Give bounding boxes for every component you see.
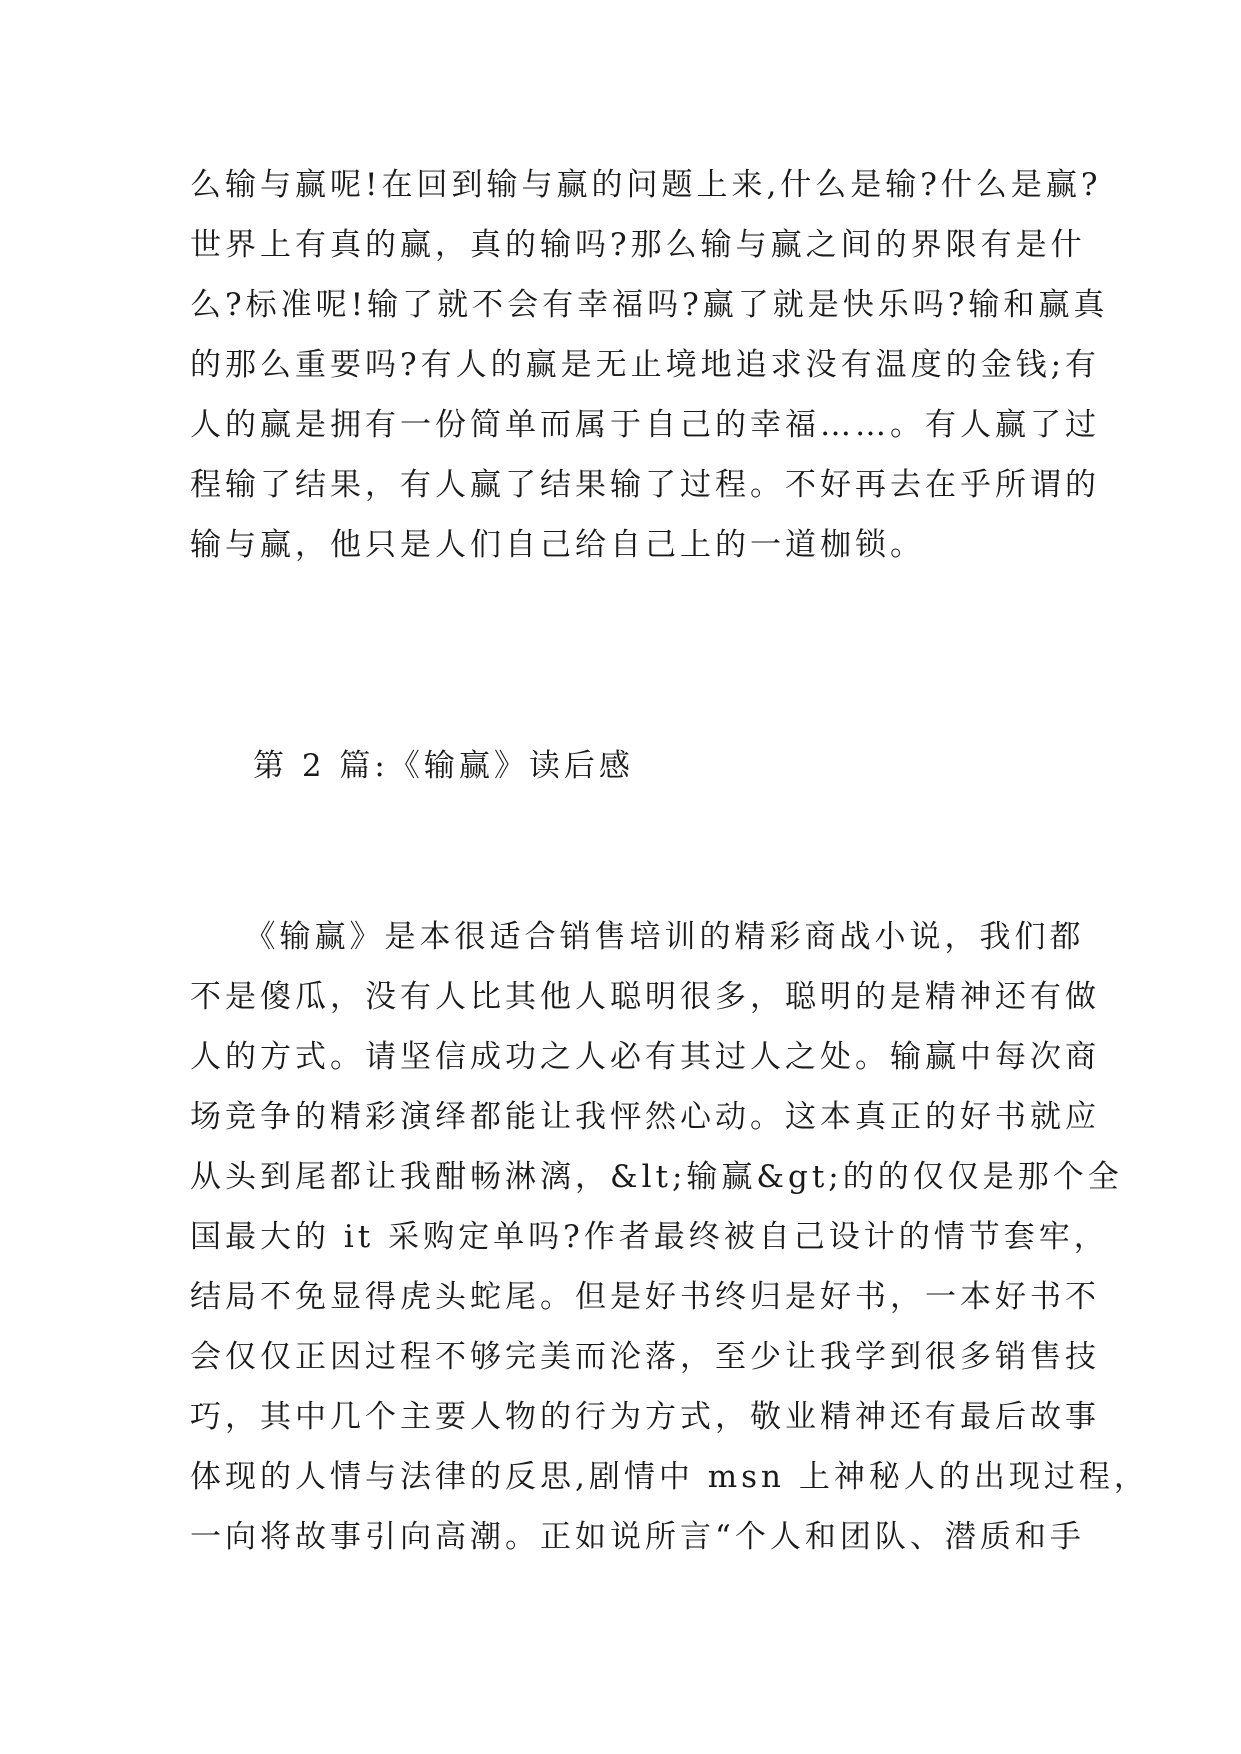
text-line: 么?标准呢!输了就不会有幸福吗?赢了就是快乐吗?输和赢真 — [190, 287, 1109, 323]
text-line: 不是傻瓜，没有人比其他人聪明很多，聪明的是精神还有做 — [190, 979, 1100, 1015]
text-line: 会仅仅正因过程不够完美而沦落，至少让我学到很多销售技 — [190, 1339, 1100, 1375]
text-line: 程输了结果，有人赢了结果输了过程。不好再去在乎所谓的 — [190, 467, 1100, 503]
text-line: 一向将故事引向高潮。正如说所言“个人和团队、潜质和手 — [190, 1519, 1085, 1555]
text-line: 世界上有真的赢，真的输吗?那么输与赢之间的界限有是什 — [190, 227, 1086, 263]
paragraph-2 — [190, 907, 1149, 1567]
text-line: 巧，其中几个主要人物的行为方式，敬业精神还有最后故事 — [190, 1399, 1100, 1435]
text-line: 场竞争的精彩演绎都能让我怦然心动。这本真正的好书就应 — [190, 1099, 1100, 1135]
text-line: 么输与赢呢!在回到输与赢的问题上来,什么是输?什么是赢? — [190, 167, 1102, 203]
text-line: 国最大的 it 采购定单吗?作者最终被自己设计的情节套牢， — [190, 1219, 1109, 1255]
text-line: 输与赢，他只是人们自己给自己上的一道枷锁。 — [190, 527, 925, 563]
text-line: 从头到尾都让我酣畅淋漓，&lt;输赢&gt;的的仅仅是那个全 — [190, 1159, 1123, 1195]
text-line: 结局不免显得虎头蛇尾。但是好书终归是好书，一本好书不 — [190, 1279, 1100, 1315]
section-heading: 第 2 篇:《输赢》读后感 — [253, 748, 634, 784]
text-line: 体现的人情与法律的反思,剧情中 msn 上神秘人的出现过程， — [190, 1459, 1149, 1495]
text-line: 人的赢是拥有一份简单而属于自己的幸福……。有人赢了过 — [190, 407, 1100, 443]
text-line: 人的方式。请坚信成功之人必有其过人之处。输赢中每次商 — [190, 1039, 1100, 1075]
paragraph-1 — [190, 155, 1109, 575]
text-line: 的那么重要吗?有人的赢是无止境地追求没有温度的金钱;有 — [190, 347, 1101, 383]
text-line: 《输赢》是本很适合销售培训的精彩商战小说，我们都 — [190, 919, 1085, 955]
